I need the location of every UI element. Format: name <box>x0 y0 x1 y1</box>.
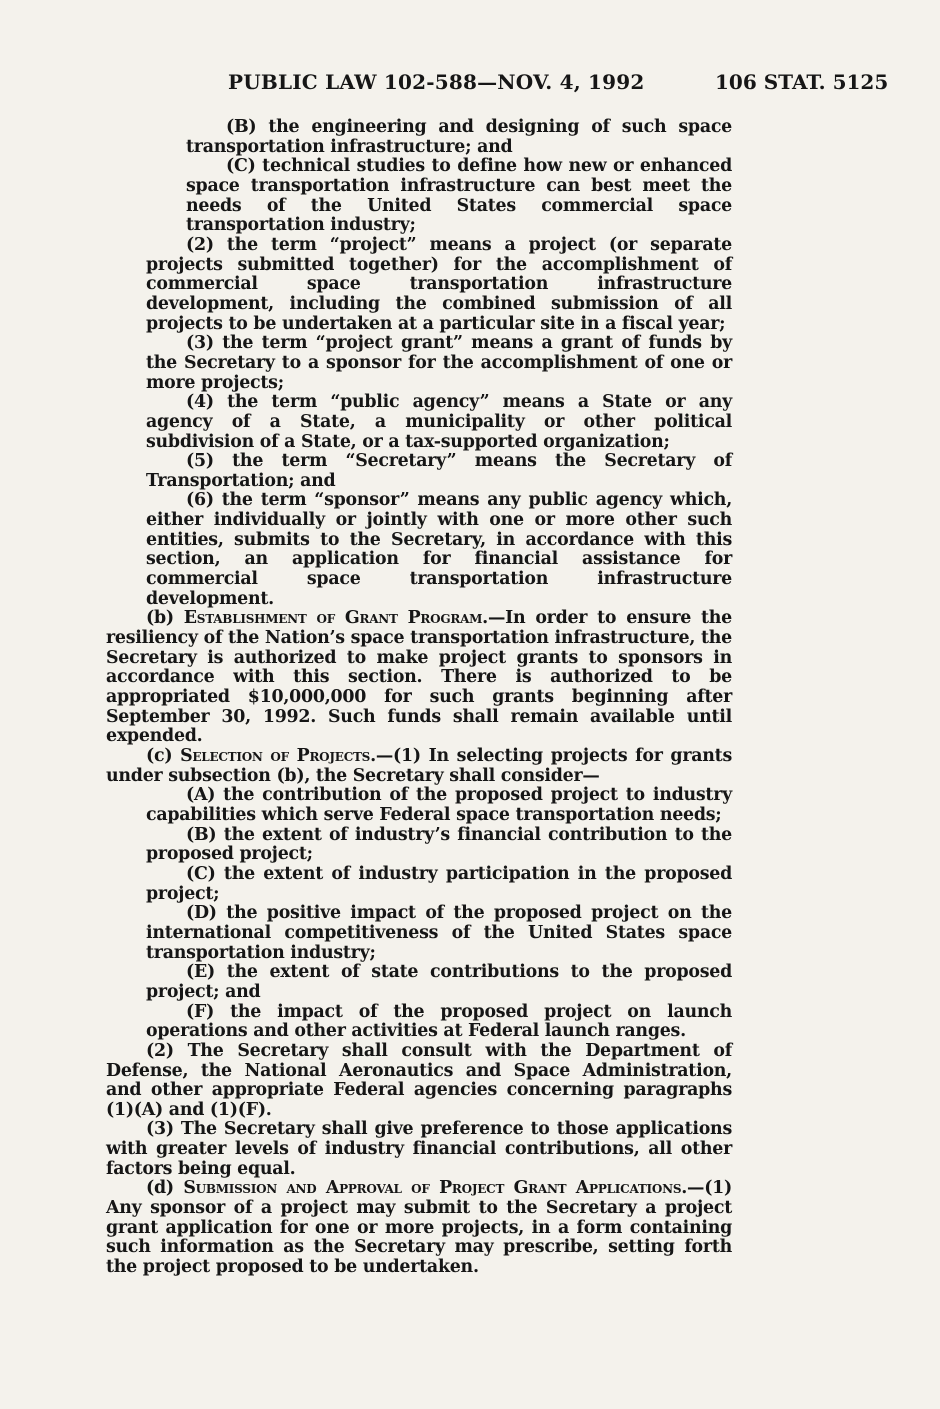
subsection-heading: Submission and Approval of Project Grant Applications <box>183 1178 682 1199</box>
subsection-text: .—In order to ensure the resiliency of the Nation’s space transportation infrastructure, the Secretary is authorized to make project grants to sponsors in accordance with this section. There is authorized to be appropriated $10,000,000 for such grants beginning after September 30, 1992. Such funds shall remain available until expended. <box>106 608 732 747</box>
paragraph: (5) the term “Secretary” means the Secretary of Transportation; and <box>146 451 732 491</box>
paragraph: (4) the term “public agency” means a State or any agency of a State, a municipality or other political subdivision of a State, or a tax-supported organization; <box>146 392 732 452</box>
paragraph: (3) The Secretary shall give preference to those applications with greater levels of industry financial contributions, all other factors being equal. <box>106 1119 732 1179</box>
page-header-stat: 106 STAT. 5125 <box>715 70 889 94</box>
paragraph: (C) technical studies to define how new or enhanced space transportation infrastructure can best meet the needs of the United States commercial space transportation industry; <box>186 156 732 236</box>
paragraph: (A) the contribution of the proposed project to industry capabilities which serve Federal space transportation needs; <box>146 785 732 825</box>
paragraph: (3) the term “project grant” means a grant of funds by the Secretary to a sponsor for the accomplishment of one or more projects; <box>146 333 732 393</box>
subsection-heading: Establishment of Grant Program <box>183 608 483 629</box>
subsection-label: (d) <box>146 1178 184 1199</box>
paragraph: (C) the extent of industry participation in the proposed project; <box>146 863 732 904</box>
subsection-c <box>106 747 732 786</box>
paragraph: (2) The Secretary shall consult with the Department of Defense, the National Aeronautics and Space Administration, and other appropriate Federal agencies concerning paragraphs (1)(A) and (1)(F). <box>106 1040 732 1120</box>
paragraph: (B) the engineering and designing of such space transportation infrastructure; and <box>186 117 732 157</box>
page-header-title: PUBLIC LAW 102-588—NOV. 4, 1992 <box>228 70 645 94</box>
paragraph: (2) the term “project” means a project (or separate projects submitted together) for the accomplishment of commercial space transportation infrastructure development, including the combined submission of all projects to be undertaken at a particular site in a fiscal year; <box>146 234 732 334</box>
paragraph: (E) the extent of state contributions to the proposed project; and <box>146 962 732 1002</box>
paragraph: (6) the term “sponsor” means any public agency which, either individually or jointly with one or more other such entities, submits to the Secretary, in accordance with this section, an application for financial assistance for commercial space transportation infrastructure development. <box>146 490 732 609</box>
subsection-label: (c) <box>146 746 181 766</box>
subsection-heading: Selection of Projects <box>180 746 371 766</box>
paragraph: (F) the impact of the proposed project on launch operations and other activities at Federal launch ranges. <box>146 1001 732 1042</box>
page-header <box>0 70 940 100</box>
body-text <box>106 118 732 1278</box>
subsection-text: .—(1) In selecting projects for grants under subsection (b), the Secretary shall consider— <box>106 746 732 786</box>
subsection-text: .—(1) Any sponsor of a project may submit to the Secretary a project grant application for one or more projects, in a form containing such information as the Secretary may prescribe, setting forth the project proposed to be undertaken. <box>106 1178 733 1278</box>
paragraph: (B) the extent of industry’s financial contribution to the proposed project; <box>146 824 732 865</box>
subsection-label: (b) <box>146 608 184 629</box>
paragraph: (D) the positive impact of the proposed project on the international competitiveness of the United States space transportation industry; <box>146 903 732 963</box>
subsection-b <box>106 609 732 747</box>
subsection-d <box>106 1179 732 1277</box>
